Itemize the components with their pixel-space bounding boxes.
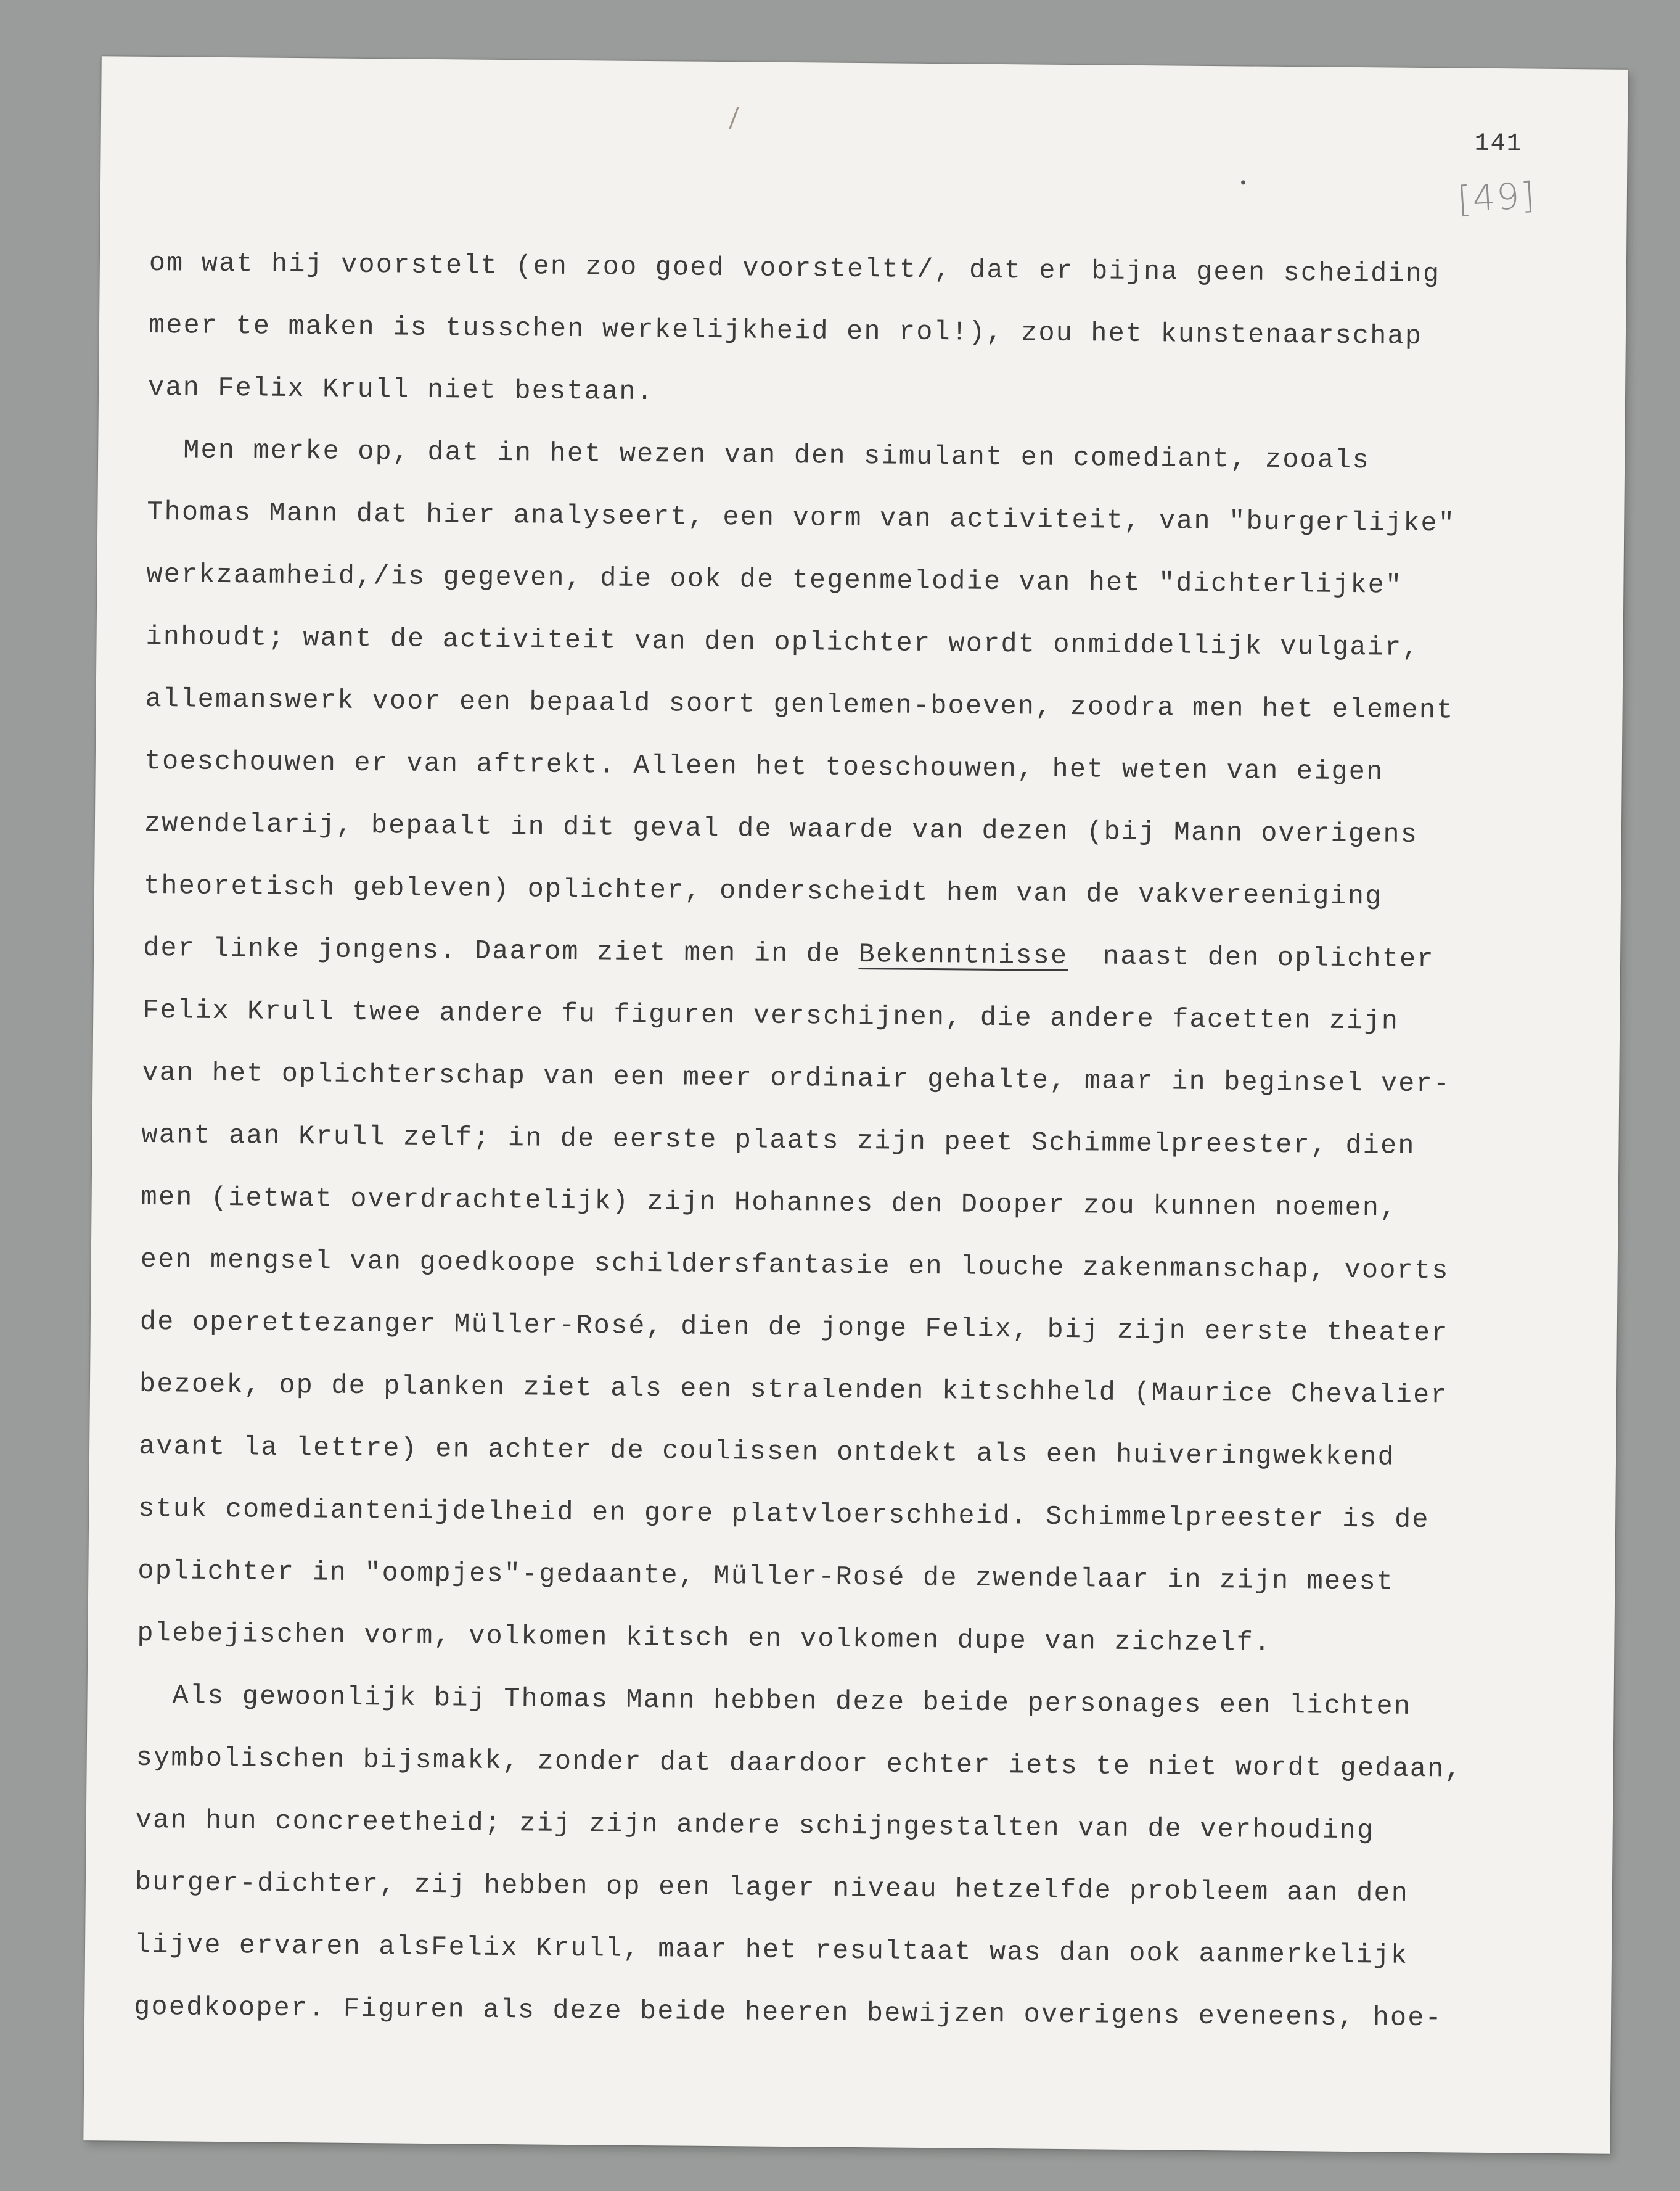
text-line: toeschouwen er van aftrekt. Alleen het toeschouwen, het weten van eigen bbox=[144, 746, 1384, 788]
text-line bbox=[143, 918, 1525, 992]
text-line: allemanswerk voor een bepaald soort genlemen-boeven, zoodra men het element bbox=[145, 684, 1454, 726]
text-line: van het oplichterschap van een meer ordinair gehalte, maar in beginsel ver- bbox=[142, 1058, 1451, 1100]
text-line: lijve ervaren alsFelix Krull, maar het resultaat was dan ook aanmerkelijk bbox=[134, 1930, 1409, 1971]
archive-pencil-note: [49] bbox=[1456, 174, 1537, 221]
text-line: zwendelarij, bepaalt in dit geval de waarde van dezen (bij Mann overigens bbox=[144, 808, 1419, 850]
text-line: theoretisch gebleven) oplichter, onderscheidt hem van de vakvereeniging bbox=[143, 871, 1383, 913]
page-number: 141 bbox=[1474, 129, 1523, 158]
text-line: van Felix Krull niet bestaan. bbox=[147, 372, 655, 408]
text-line: stuk comediantenijdelheid en gore platvloerschheid. Schimmelpreester is de bbox=[138, 1494, 1430, 1536]
text-line: Als gewoonlijk bij Thomas Mann hebben deze beide personages een lichten bbox=[172, 1681, 1412, 1722]
text-segment: der linke jongens. Daarom ziet men in de bbox=[142, 933, 859, 971]
text-line: werkzaamheid,/is gegeven, die ook de tegenmelodie van het "dichterlijke" bbox=[146, 559, 1403, 601]
text-line: Felix Krull twee andere fu figuren verschijnen, die andere facetten zijn bbox=[142, 995, 1399, 1037]
text-line: een mengsel van goedkoope schildersfantasie en louche zakenmanschap, voorts bbox=[140, 1244, 1449, 1287]
text-segment: naast den oplichter bbox=[1068, 941, 1435, 976]
text-line: meer te maken is tusschen werkelijkheid en rol!), zou het kunstenaarschap bbox=[148, 310, 1423, 352]
text-line: avant la lettre) en achter de coulissen ontdekt als een huiveringwekkend bbox=[138, 1431, 1396, 1473]
typescript-page bbox=[83, 56, 1628, 2153]
text-line: bezoek, op de planken ziet als een stralenden kitschheld (Maurice Chevalier bbox=[139, 1369, 1448, 1412]
text-line: goedkooper. Figuren als deze beide heeren bewijzen overigens eveneens, hoe- bbox=[133, 1992, 1443, 2034]
text-line: om wat hij voorstelt (en zoo goed voorsteltt/, dat er bijna geen scheiding bbox=[149, 248, 1441, 290]
text-line: symbolischen bijsmakk, zonder dat daardoor echter iets te niet wordt gedaan, bbox=[136, 1743, 1462, 1785]
text-line: plebejischen vorm, volkomen kitsch en volkomen dupe van zichzelf. bbox=[137, 1618, 1272, 1659]
text-line: oplichter in "oompjes"-gedaante, Müller-Rosé de zwendelaar in zijn meest bbox=[137, 1556, 1395, 1598]
body-text bbox=[134, 232, 1530, 2050]
text-line: Men merke op, dat in het wezen van den simulant en comediant, zooals bbox=[183, 435, 1371, 477]
text-line: Thomas Mann dat hier analyseert, een vorm van activiteit, van "burgerlijke" bbox=[147, 497, 1456, 540]
text-line: burger-dichter, zij hebben op een lager niveau hetzelfde probleem aan den bbox=[134, 1867, 1409, 1909]
text-line: de operettezanger Müller-Rosé, dien de jonge Felix, bij zijn eerste theater bbox=[139, 1307, 1449, 1349]
text-line: van hun concreetheid; zij zijn andere schijngestalten van de verhouding bbox=[135, 1805, 1375, 1847]
text-line: inhoudt; want de activiteit van den oplichter wordt onmiddellijk vulgair, bbox=[145, 622, 1420, 664]
underlined-title: Bekenntnisse bbox=[858, 940, 1068, 972]
text-line: want aan Krull zelf; in de eerste plaats zijn peet Schimmelpreester, dien bbox=[141, 1120, 1416, 1162]
pencil-mark bbox=[729, 107, 739, 129]
ink-dot bbox=[1241, 180, 1245, 184]
text-line: men (ietwat overdrachtelijk) zijn Hohannes den Dooper zou kunnen noemen, bbox=[141, 1182, 1398, 1224]
